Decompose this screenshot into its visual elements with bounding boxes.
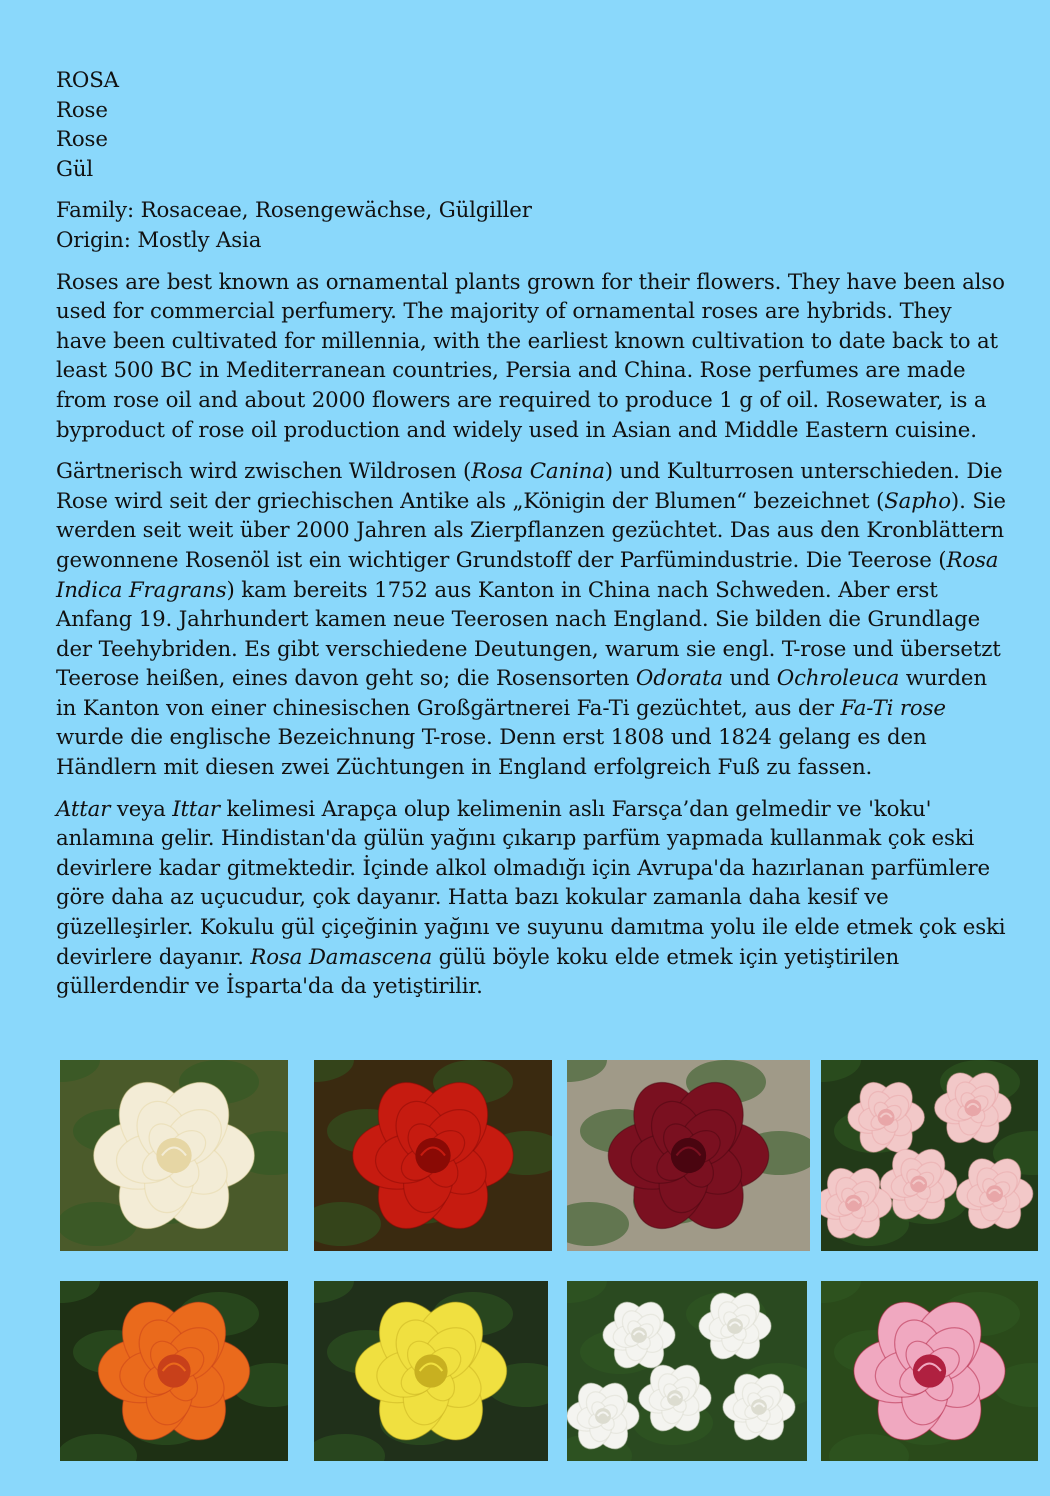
red-rose-photo [314,1060,552,1251]
pink-wild-rose-photo [821,1281,1038,1461]
dark-red-rose-photo [567,1060,810,1251]
white-rose-photo [60,1060,288,1251]
orange-striped-rose-photo [60,1281,288,1461]
family-line: Family: Rosaceae, Rosengewächse, Gülgiller [56,198,532,224]
white-roses-cluster-photo [567,1281,807,1461]
plant-meta [56,196,1006,255]
german-name: Rose [56,127,108,153]
english-name: Rose [56,97,108,123]
latin-name: ROSA [56,68,119,93]
pink-roses-cluster-photo [821,1060,1038,1251]
english-paragraph: Roses are best known as ornamental plants grown for their flowers. They have been also used for commercial perfumery. The majority of ornamental roses are hybrids. They have been cultivated for millennia, with the earliest known cultivation to date back to at least 500 BC in Mediterranean countries, Persia and China. Rose perfumes are made from rose oil and about 2000 flowers are required to produce 1 g of oil. Rosewater, is a byproduct of rose oil production and widely used in Asian and Middle Eastern cuisine. [56,269,1005,443]
text-block [56,66,1006,1002]
yellow-rose-photo [314,1281,548,1461]
turkish-paragraph: Attar veya Ittar kelimesi Arapça olup kelimenin aslı Farsça’dan gelmedir ve 'koku' anlamına gelir. Hindistan'da gülün yağını çıkarıp parfüm yapmada kullanmak çok eski devirlere kadar gitmektedir. İçinde alkol olmadığı için Avrupa'da hazırlanan parfümlere göre daha az uçucudur, çok dayanır. Hatta bazı kokular zamanla daha kesif ve güzelleşirler. Kokulu gül çiçeğinin yağını ve suyunu damıtma yolu ile elde etmek çok eski devirlere dayanır. Rosa Damascena gülü böyle koku elde etmek için yetiştirilen güllerdendir ve İsparta'da da yetiştirilir. [56,796,1006,1000]
plant-names [56,66,1006,184]
german-paragraph: Gärtnerisch wird zwischen Wildrosen (Rosa Canina) und Kulturrosen unterschieden. Die Rose wird seit der griechischen Antike als „Königin der Blumen“ bezeichnet (Sapho). Sie werden seit weit über 2000 Jahren als Zierpflanzen gezüchtet. Das aus den Kronblättern gewonnene Rosenöl ist ein wichtiger Grundstoff der Parfümindustrie. Die Teerose (Rosa Indica Fragrans) kam bereits 1752 aus Kanton in China nach Schweden. Aber erst Anfang 19. Jahrhundert kamen neue Teerosen nach England. Sie bilden die Grundlage der Teehybriden. Es gibt verschiedene Deutungen, warum sie engl. T-rose und übersetzt Teerose heißen, eines davon geht so; die Rosensorten Odorata und Ochroleuca wurden in Kanton von einer chinesischen Großgärtnerei Fa-Ti gezüchtet, aus der Fa-Ti rose wurde die englische Bezeichnung T-rose. Denn erst 1808 und 1824 gelang es den Händlern mit diesen zwei Züchtungen in England erfolgreich Fuß zu fassen. [56,459,1006,781]
turkish-name: Gül [56,156,94,182]
origin-line: Origin: Mostly Asia [56,227,262,253]
